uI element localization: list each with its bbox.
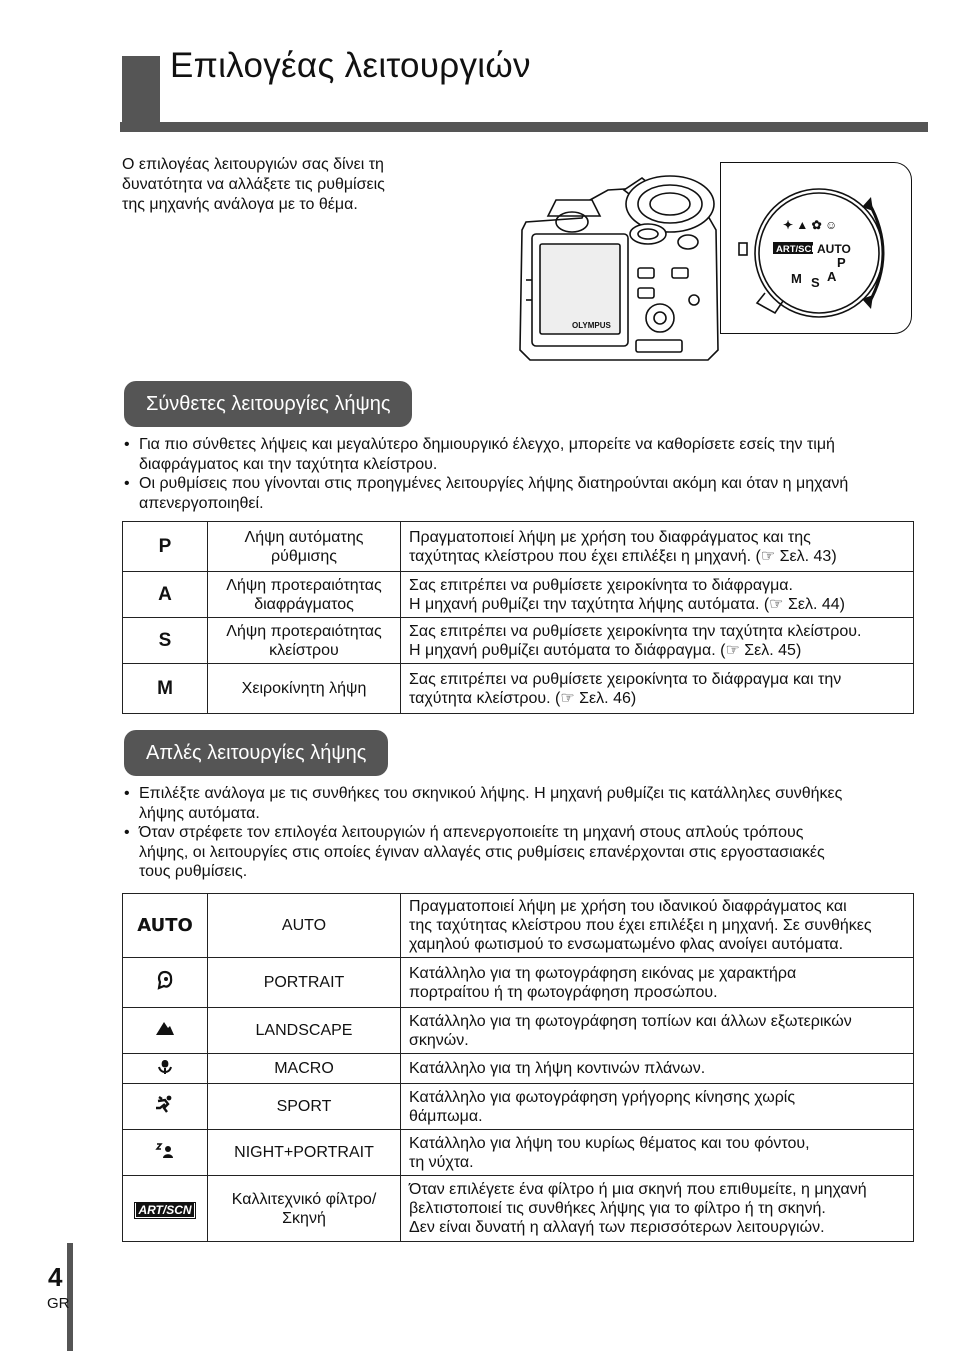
mode-description: Σας επιτρέπει να ρυθμίσετε χειροκίνητα το διάφραγμα και την ταχύτητα κλείστρου. (☞ Σελ. 46) bbox=[401, 664, 914, 714]
page-language: GR bbox=[47, 1295, 70, 1312]
mode-description: Κατάλληλο για λήψη του κυρίως θέματος και του φόντου, τη νύχτα. bbox=[401, 1130, 914, 1176]
table-row bbox=[123, 1084, 914, 1130]
portrait-icon bbox=[123, 958, 208, 1008]
brand-label: OLYMPUS bbox=[572, 321, 611, 330]
bullet-item: • Οι ρυθμίσεις που γίνονται στις προηγμένες λειτουργίες λήψης διατηρούνται ακόμη και όταν η μηχανή απενεργοποιηθεί. bbox=[124, 475, 849, 512]
table-row bbox=[123, 1130, 914, 1176]
header-block bbox=[122, 56, 160, 132]
mode-description: Όταν επιλέγετε ένα φίλτρο ή μια σκηνή που επιθυμείτε, η μηχανή βελτιστοποιεί τις συνθήκες λήψης για το φίλτρο ή τη σκηνή. Δεν είναι δυνατή η αλλαγή των περισσότερων λειτουργιών. bbox=[401, 1176, 914, 1242]
mode-description: Κατάλληλο για φωτογράφηση γρήγορης κίνησης χωρίς θάμπωμα. bbox=[401, 1084, 914, 1130]
svg-text:✦ ▲ ✿ ☺: ✦ ▲ ✿ ☺ bbox=[783, 218, 838, 232]
dial-a-label: A bbox=[827, 269, 837, 284]
mode-name: Λήψη αυτόματης ρύθμισης bbox=[208, 522, 401, 572]
mode-description: Κατάλληλο για τη φωτογράφηση εικόνας με χαρακτήρα πορτραίτου ή τη φωτογράφηση προσώπου. bbox=[401, 958, 914, 1008]
mode-name: Λήψη προτεραιότητας κλείστρου bbox=[208, 618, 401, 664]
mode-name: MACRO bbox=[208, 1054, 401, 1084]
mode-description: Κατάλληλο για τη φωτογράφηση τοπίων και άλλων εξωτερικών σκηνών. bbox=[401, 1008, 914, 1054]
art-scn-icon: ART/SCN bbox=[123, 1176, 208, 1242]
advanced-modes-table bbox=[122, 521, 914, 714]
dial-auto-label: AUTO bbox=[817, 242, 851, 256]
night-portrait-icon bbox=[123, 1130, 208, 1176]
intro-line: δυνατότητα να αλλάξετε τις ρυθμίσεις bbox=[122, 176, 385, 193]
mode-description: Κατάλληλο για τη λήψη κοντινών πλάνων. bbox=[401, 1054, 914, 1084]
advanced-bullets bbox=[122, 435, 922, 513]
mode-name: LANDSCAPE bbox=[208, 1008, 401, 1054]
bullet-item: • Επιλέξτε ανάλογα με τις συνθήκες του σκηνικού λήψης. Η μηχανή ρυθμίζει τις κατάλληλες συνθήκες λήψης αυτόματα. bbox=[124, 785, 843, 822]
mode-description: Πραγματοποιεί λήψη με χρήση του διαφράγματος και της ταχύτητας κλείστρου που έχει επιλέξει η μηχανή. (☞ Σελ. 43) bbox=[401, 522, 914, 572]
camera-illustration bbox=[512, 160, 722, 366]
bullet-item: • Για πιο σύνθετες λήψεις και μεγαλύτερο δημιουργικό έλεγχο, μπορείτε να καθορίσετε εσείς την τιμή διαφράγματος και την ταχύτητα κλείστρου. bbox=[124, 436, 835, 473]
table-row bbox=[123, 958, 914, 1008]
auto-icon: AUTO bbox=[123, 894, 208, 958]
table-row bbox=[123, 618, 914, 664]
easy-modes-table bbox=[122, 893, 914, 1242]
dial-s-label: S bbox=[811, 275, 820, 290]
mode-dial-illustration bbox=[720, 162, 912, 334]
mode-description: Σας επιτρέπει να ρυθμίσετε χειροκίνητα την ταχύτητα κλείστρου. Η μηχανή ρυθμίζει αυτόματα το διάφραγμα. (☞ Σελ. 45) bbox=[401, 618, 914, 664]
table-row bbox=[123, 894, 914, 958]
page-title: Επιλογέας λειτουργιών bbox=[170, 46, 531, 85]
mode-name: Καλλιτεχνικό φίλτρο/ Σκηνή bbox=[208, 1176, 401, 1242]
intro-line: της μηχανής ανάλογα με το θέμα. bbox=[122, 196, 358, 213]
mode-name: Λήψη προτεραιότητας διαφράγματος bbox=[208, 572, 401, 618]
table-row bbox=[123, 522, 914, 572]
mode-a-symbol: A bbox=[123, 572, 208, 618]
dial-artscn-label: ART/SCN bbox=[776, 244, 819, 255]
mode-m-symbol: M bbox=[123, 664, 208, 714]
mode-description: Σας επιτρέπει να ρυθμίσετε χειροκίνητα το διάφραγμα. Η μηχανή ρυθμίζει την ταχύτητα λήψης αυτόματα. (☞ Σελ. 44) bbox=[401, 572, 914, 618]
section-title-advanced: Σύνθετες λειτουργίες λήψης bbox=[124, 381, 412, 427]
mode-name: SPORT bbox=[208, 1084, 401, 1130]
mode-name: PORTRAIT bbox=[208, 958, 401, 1008]
mode-name: NIGHT+PORTRAIT bbox=[208, 1130, 401, 1176]
header-rule bbox=[120, 122, 928, 132]
macro-icon bbox=[123, 1054, 208, 1084]
dial-p-label: P bbox=[837, 255, 846, 270]
mode-s-symbol: S bbox=[123, 618, 208, 664]
landscape-icon bbox=[123, 1008, 208, 1054]
easy-bullets bbox=[122, 784, 922, 882]
mode-name: AUTO bbox=[208, 894, 401, 958]
table-row bbox=[123, 1176, 914, 1242]
table-row bbox=[123, 572, 914, 618]
dial-m-label: M bbox=[791, 271, 802, 286]
mode-p-symbol: P bbox=[123, 522, 208, 572]
mode-name: Χειροκίνητη λήψη bbox=[208, 664, 401, 714]
intro-text bbox=[122, 155, 422, 215]
page-ref-icon: ☞ bbox=[769, 595, 784, 613]
mode-description: Πραγματοποιεί λήψη με χρήση του ιδανικού διαφράγματος και της ταχύτητας κλείστρου που έχει επιλέξει η μηχανή. Σε συνθήκες χαμηλού φωτισμού το ενσωματωμένο φλας ανοίγει αυτόματα. bbox=[401, 894, 914, 958]
table-row bbox=[123, 664, 914, 714]
page-number: 4 bbox=[48, 1262, 63, 1292]
page-ref-icon: ☞ bbox=[725, 641, 740, 659]
sport-icon bbox=[123, 1084, 208, 1130]
intro-line: Ο επιλογέας λειτουργιών σας δίνει τη bbox=[122, 156, 384, 173]
page-ref-icon: ☞ bbox=[560, 689, 575, 707]
table-row bbox=[123, 1054, 914, 1084]
page-ref-icon: ☞ bbox=[760, 547, 776, 565]
section-title-easy: Απλές λειτουργίες λήψης bbox=[124, 730, 388, 776]
table-row bbox=[123, 1008, 914, 1054]
bullet-item: • Όταν στρέφετε τον επιλογέα λειτουργιών ή απενεργοποιείτε τη μηχανή στους απλούς τρόπους λήψης, οι λειτουργίες στις οποίες έγιναν αλλαγές στις ρυθμίσεις επανέρχονται στις εργοστασιακές τους ρυθμίσεις. bbox=[124, 824, 825, 880]
